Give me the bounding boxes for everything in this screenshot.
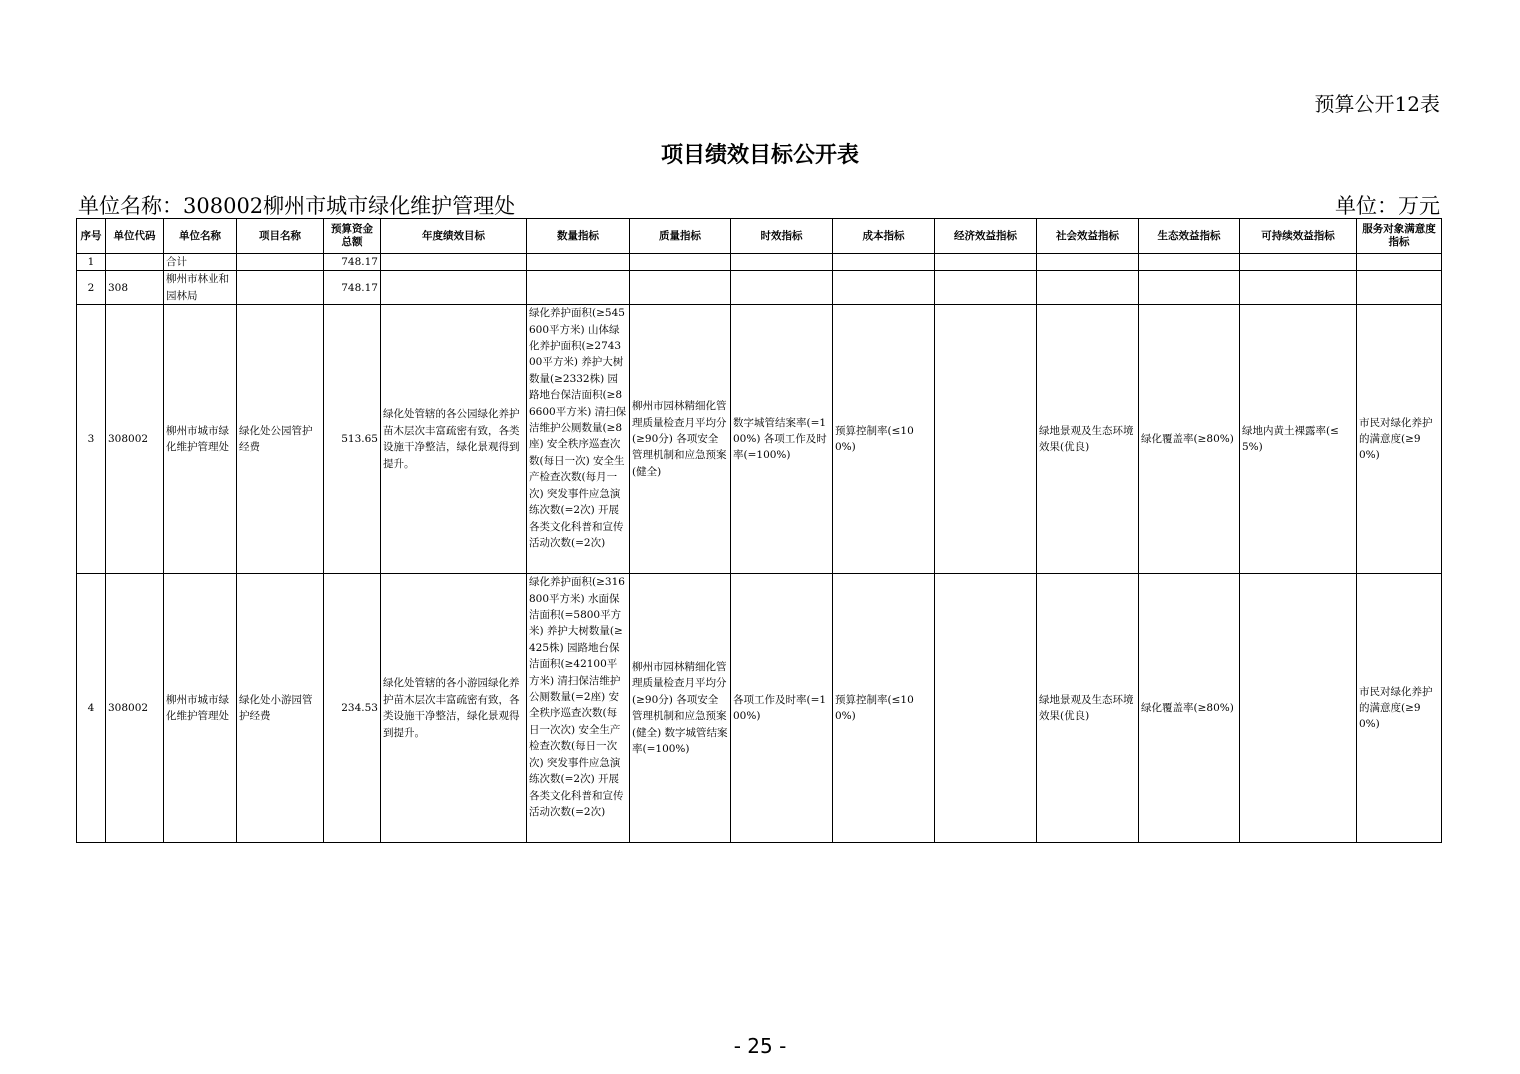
cell-social: 绿地景观及生态环境效果(优良) (1037, 574, 1139, 843)
cell-sustainable (1240, 271, 1357, 305)
cell-code: 308 (106, 271, 164, 305)
col-header: 序号 (77, 219, 106, 254)
cell-sustainable (1240, 254, 1357, 271)
cell-code (106, 254, 164, 271)
cell-sustainable: 绿地内黄土裸露率(≤5%) (1240, 305, 1357, 574)
cell-economic (935, 305, 1037, 574)
cell-goal (381, 254, 527, 271)
cell-name: 柳州市城市绿化维护管理处 (164, 305, 237, 574)
table-row (77, 271, 1442, 305)
cell-satisfaction (1357, 271, 1442, 305)
cell-social (1037, 271, 1139, 305)
cell-timeliness: 数字城管结案率(=100%) 各项工作及时率(=100%) (731, 305, 833, 574)
col-header: 服务对象满意度指标 (1357, 219, 1442, 254)
cell-economic (935, 271, 1037, 305)
cell-ecological (1139, 271, 1240, 305)
col-header: 年度绩效目标 (381, 219, 527, 254)
cell-project (237, 254, 324, 271)
cell-ecological: 绿化覆盖率(≥80%) (1139, 305, 1240, 574)
cell-satisfaction: 市民对绿化养护的满意度(≥90%) (1357, 305, 1442, 574)
cell-social (1037, 254, 1139, 271)
cell-no: 4 (77, 574, 106, 843)
cell-name: 柳州市城市绿化维护管理处 (164, 574, 237, 843)
performance-table (76, 218, 1442, 843)
cell-quantity: 绿化养护面积(≥316800平方米) 水面保洁面积(=5800平方米) 养护大树数量(≥425株) 园路地台保洁面积(≥42100平方米) 清扫保洁维护公厕数量(=2座) 安全秩序巡查次数(每日一次次) 安全生产检查次数(每日一次次) 突发事件应急演练次数(=2次) 开展各类文化科普和宣传活动次数(=2次) (527, 574, 630, 843)
cell-cost (833, 271, 935, 305)
cell-satisfaction: 市民对绿化养护的满意度(≥90%) (1357, 574, 1442, 843)
col-header: 项目名称 (237, 219, 324, 254)
cell-ecological (1139, 254, 1240, 271)
org-label: 单位名称：308002柳州市城市绿化维护管理处 (78, 194, 516, 218)
cell-no: 1 (77, 254, 106, 271)
cell-quantity (527, 271, 630, 305)
cell-timeliness (731, 271, 833, 305)
col-header: 生态效益指标 (1139, 219, 1240, 254)
cell-economic (935, 574, 1037, 843)
col-header: 数量指标 (527, 219, 630, 254)
cell-quantity: 绿化养护面积(≥545600平方米) 山体绿化养护面积(≥274300平方米) 养护大树数量(≥2332株) 园路地台保洁面积(≥86600平方米) 清扫保洁维护公厕数量(≥8座) 安全秩序巡查次数(每日一次) 安全生产检查次数(每月一次) 突发事件应急演练次数(=2次) 开展各类文化科普和宣传活动次数(=2次) (527, 305, 630, 574)
page-title: 项目绩效目标公开表 (660, 143, 859, 168)
header-row (77, 219, 1442, 254)
cell-code: 308002 (106, 574, 164, 843)
col-header: 社会效益指标 (1037, 219, 1139, 254)
cell-amount: 748.17 (324, 254, 381, 271)
cell-quantity (527, 254, 630, 271)
cell-timeliness: 各项工作及时率(=100%) (731, 574, 833, 843)
cell-amount: 748.17 (324, 271, 381, 305)
cell-sustainable (1240, 574, 1357, 843)
cell-quality: 柳州市园林精细化管理质量检查月平均分(≥90分) 各项安全管理机制和应急预案(健全) 数字城管结案率(=100%) (630, 574, 731, 843)
cell-goal (381, 271, 527, 305)
cell-name: 合计 (164, 254, 237, 271)
cell-code: 308002 (106, 305, 164, 574)
cell-economic (935, 254, 1037, 271)
cell-cost (833, 254, 935, 271)
col-header: 成本指标 (833, 219, 935, 254)
col-header: 可持续效益指标 (1240, 219, 1357, 254)
col-header: 预算资金总额 (324, 219, 381, 254)
cell-cost: 预算控制率(≤100%) (833, 574, 935, 843)
col-header: 单位名称 (164, 219, 237, 254)
cell-timeliness (731, 254, 833, 271)
col-header: 单位代码 (106, 219, 164, 254)
cell-social: 绿地景观及生态环境效果(优良) (1037, 305, 1139, 574)
cell-no: 3 (77, 305, 106, 574)
table-row (77, 254, 1442, 271)
table-row (77, 305, 1442, 574)
cell-no: 2 (77, 271, 106, 305)
cell-quality (630, 254, 731, 271)
table-row (77, 574, 1442, 843)
cell-cost: 预算控制率(≤100%) (833, 305, 935, 574)
cell-quality (630, 271, 731, 305)
cell-name: 柳州市林业和园林局 (164, 271, 237, 305)
unit-line (78, 190, 1440, 220)
cell-goal: 绿化处管辖的各公园绿化养护苗木层次丰富疏密有致，各类设施干净整洁，绿化景观得到提升。 (381, 305, 527, 574)
currency-unit-label: 单位：万元 (1335, 194, 1440, 218)
cell-satisfaction (1357, 254, 1442, 271)
cell-amount: 513.65 (324, 305, 381, 574)
cell-project: 绿化处公园管护经费 (237, 305, 324, 574)
cell-amount: 234.53 (324, 574, 381, 843)
cell-quality: 柳州市园林精细化管理质量检查月平均分(≥90分) 各项安全管理机制和应急预案(健全) (630, 305, 731, 574)
form-number: 预算公开12表 (1314, 92, 1440, 116)
col-header: 时效指标 (731, 219, 833, 254)
cell-project (237, 271, 324, 305)
page-number: - 25 - (733, 1034, 787, 1058)
col-header: 经济效益指标 (935, 219, 1037, 254)
col-header: 质量指标 (630, 219, 731, 254)
cell-goal: 绿化处管辖的各小游园绿化养护苗木层次丰富疏密有致，各类设施干净整洁，绿化景观得到提升。 (381, 574, 527, 843)
cell-project: 绿化处小游园管护经费 (237, 574, 324, 843)
cell-ecological: 绿化覆盖率(≥80%) (1139, 574, 1240, 843)
